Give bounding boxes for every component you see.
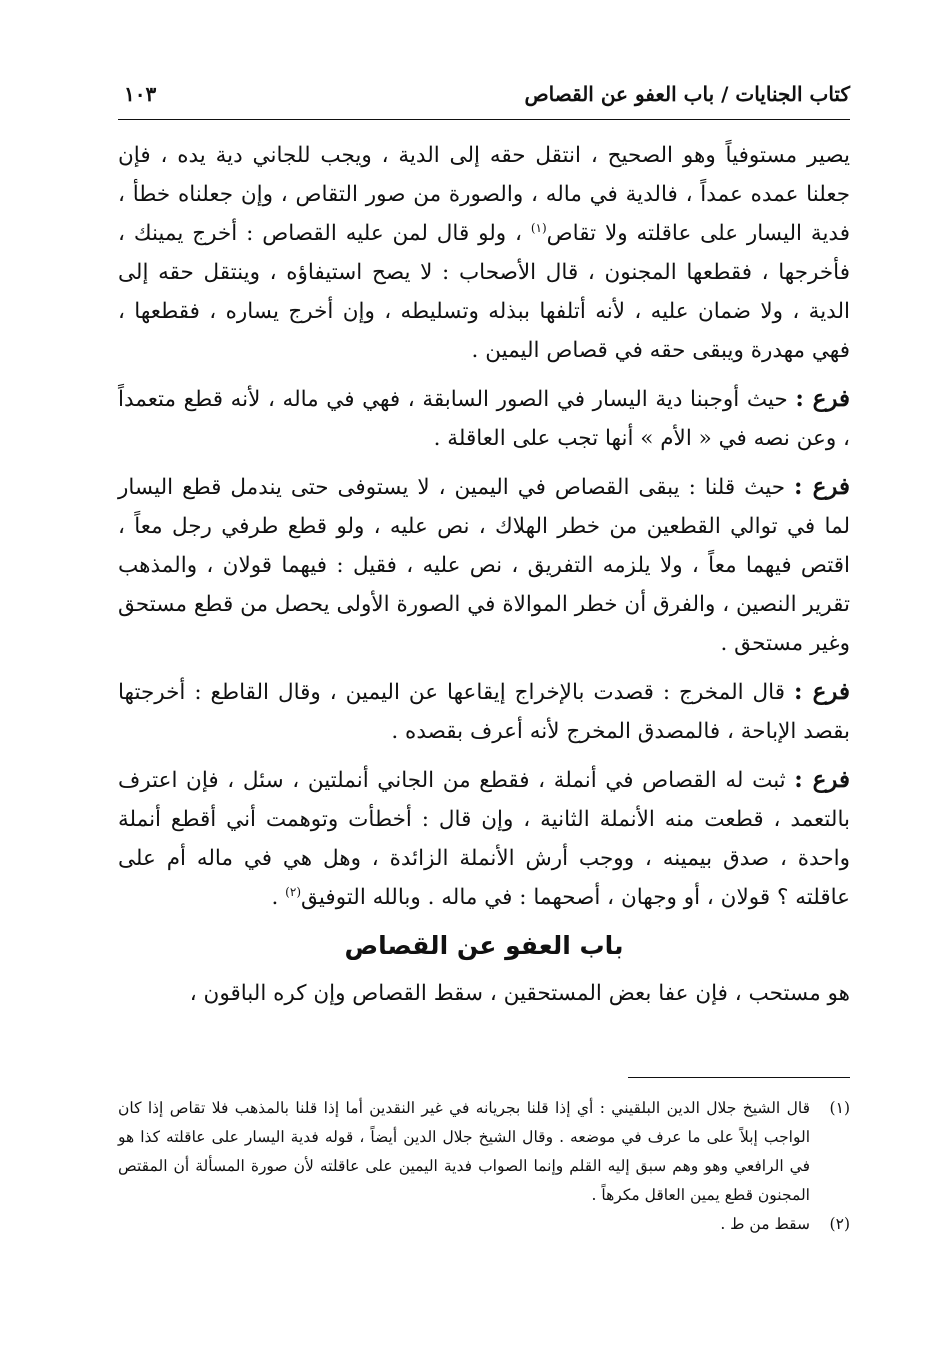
paragraph-far bbox=[118, 379, 850, 458]
footnote-text: سقط من ط . bbox=[720, 1215, 810, 1233]
paragraph-text: هو مستحب ، فإن عفا بعض المستحقين ، سقط القصاص وإن كره الباقون ، bbox=[189, 981, 850, 1006]
running-header bbox=[118, 78, 850, 118]
paragraph-far bbox=[118, 467, 850, 663]
paragraph-text: يصير مستوفياً وهو الصحيح ، انتقل حقه إلى الدية ، ويجب للجاني دية يده ، فإن جعلنا عمده عمداً ، فالدية في ماله ، والصورة من صور التقاص ، وإن جعلناه خطأ ، فدية اليسار على عاقلته ولا تقاص bbox=[118, 143, 850, 246]
footnote-separator bbox=[628, 1077, 850, 1078]
footnote bbox=[118, 1210, 850, 1239]
page-number: ١٠٣ bbox=[124, 82, 157, 106]
far-label: فرع : bbox=[793, 473, 850, 500]
running-title: كتاب الجنايات / باب العفو عن القصاص bbox=[524, 82, 850, 106]
footnote-text: قال الشيخ جلال الدين البلقيني : أي إذا قلنا بجريانه في غير النقدين أما إذا قلنا بالمذهب فلا تقاص إذا كان الواجب إبلاً على ما عرف في موضعه . وقال الشيخ جلال الدين أيضاً ، قوله فدية اليسار على عاقلته كذا هو في الرافعي وهو وهم سبق إليه القلم وإنما الصواب فدية اليمين على عاقلته لأن صورة المسألة أن المقتص المجنون قطع يمين العاقل مكرهاً . bbox=[118, 1099, 810, 1204]
paragraph-text: حيث أوجبنا دية اليسار في الصور السابقة ، فهي في ماله ، لأنه قطع متعمداً ، وعن نصه في « الأم » أنها تجب على العاقلة . bbox=[118, 387, 850, 451]
footnote-marker: (٢) bbox=[829, 1215, 850, 1233]
paragraph-text: حيث قلنا : يبقى القصاص في اليمين ، لا يستوفى حتى يندمل قطع اليسار لما في توالي القطعين من خطر الهلاك ، نص عليه ، ولو قطع طرفي رجل معاً ، اقتص فيهما معاً ، ولا يلزمه التفريق ، نص عليه ، فقيل : فيهما قولان ، والمذهب تقرير النصين ، والفرق أن خطر الموالاة في الصورة الأولى يحصل من قطع مستحق وغير مستحق . bbox=[118, 475, 850, 656]
paragraph-text: قال المخرج : قصدت بالإخراج إيقاعها عن اليمين ، وقال القاطع : أخرجتها بقصد الإباحة ، فالمصدق المخرج لأنه أعرف بقصده . bbox=[118, 680, 850, 744]
paragraph bbox=[118, 974, 850, 1013]
footnote bbox=[118, 1094, 850, 1210]
paragraph-far bbox=[118, 760, 850, 917]
paragraph-text: . bbox=[271, 885, 286, 910]
footnotes bbox=[118, 1094, 850, 1239]
footnote-ref[interactable]: (٢) bbox=[285, 884, 301, 899]
section-heading: باب العفو عن القصاص bbox=[344, 931, 624, 960]
far-label: فرع : bbox=[795, 385, 851, 412]
footnote-marker: (١) bbox=[829, 1099, 850, 1117]
paragraph-far bbox=[118, 672, 850, 751]
paragraph bbox=[118, 136, 850, 370]
header-rule bbox=[118, 119, 850, 120]
far-label: فرع : bbox=[794, 766, 850, 793]
paragraph-text: ، ولو قال لمن عليه القصاص : أخرج يمينك ، فأخرجها ، فقطعها المجنون ، قال الأصحاب : لا يصح استيفاؤه ، وينتقل حقه إلى الدية ، ولا ضمان عليه ، لأنه أتلفها ببذله وتسليطه ، وإن أخرج يساره ، فقطعها ، فهي مهدرة ويبقى حقه في قصاص اليمين . bbox=[118, 221, 850, 363]
main-text bbox=[118, 136, 850, 1022]
footnote-ref[interactable]: (١) bbox=[530, 220, 547, 235]
far-label: فرع : bbox=[793, 678, 850, 705]
paragraph-text: ثبت له القصاص في أنملة ، فقطع من الجاني أنملتين ، سئل ، فإن اعترف بالتعمد ، قطعت منه الأنملة الثانية ، وإن قال : أخطأت وتوهمت أني أقطع أنملة واحدة ، صدق بيمينه ، ووجب أرش الأنملة الزائدة ، وهل هي في ماله أم على عاقلته ؟ قولان ، أو وجهان ، أصحهما : في ماله . وبالله التوفيق bbox=[118, 768, 850, 910]
